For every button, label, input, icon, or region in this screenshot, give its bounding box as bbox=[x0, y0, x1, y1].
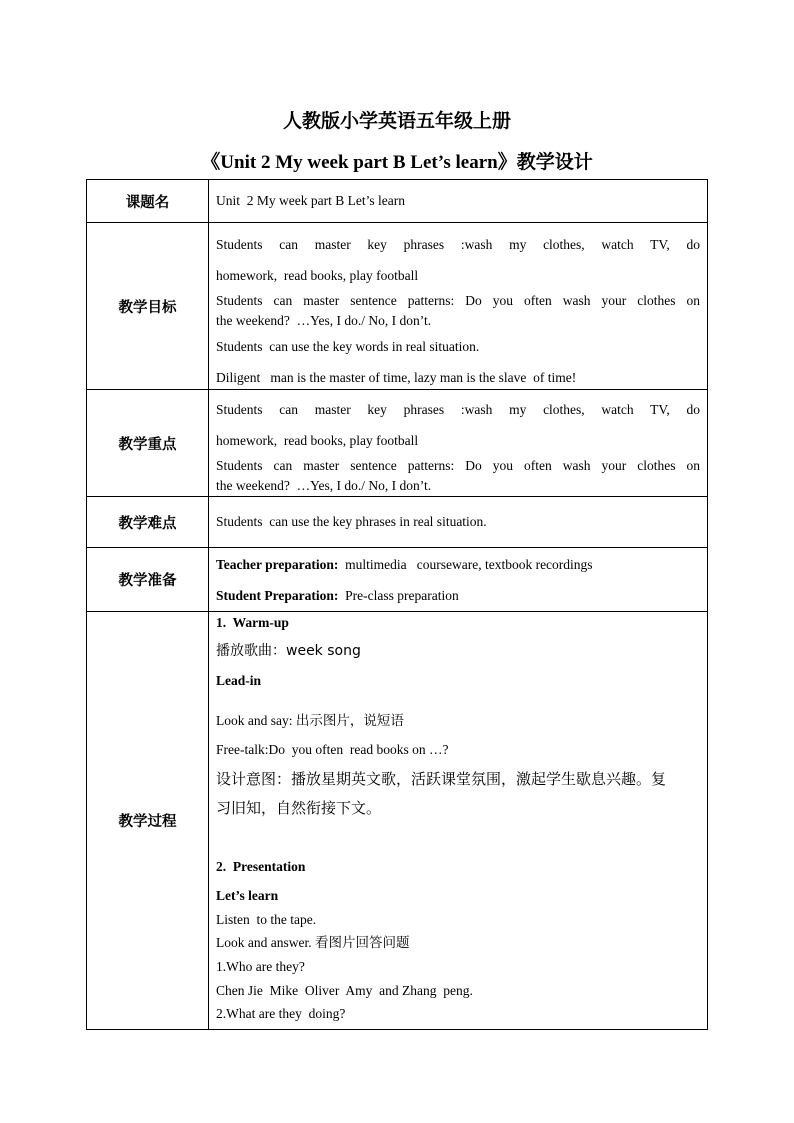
key-point-1-line-a: Students can master key phrases :wash my clothes, watch TV, do bbox=[216, 402, 700, 417]
cell-objectives bbox=[209, 223, 708, 390]
key-point-2-line-b: the weekend? …Yes, I do./ No, I don’t. bbox=[216, 478, 432, 493]
objective-1-line-b: homework, read books, play football bbox=[216, 268, 419, 283]
difficulties-text: Students can use the key phrases in real situation. bbox=[216, 514, 487, 529]
table-row-difficulties bbox=[87, 497, 708, 548]
look-and-say: Look and say: 出示图片，说短语 bbox=[216, 713, 404, 728]
key-point-1-line-b: homework, read books, play football bbox=[216, 433, 419, 448]
objective-3: Students can use the key words in real situation. bbox=[216, 339, 480, 354]
table-row-key-points bbox=[87, 390, 708, 497]
question-2: 2.What are they doing? bbox=[216, 1006, 346, 1021]
design-intent-line-2: 习旧知，自然衔接下文。 bbox=[216, 799, 382, 817]
design-intent-line-1: 设计意图：播放星期英文歌，活跃课堂氛围，激起学生歇息兴趣。复 bbox=[216, 770, 667, 788]
teacher-preparation bbox=[216, 554, 700, 576]
cell-topic bbox=[209, 180, 708, 223]
topic-text: Unit 2 My week part B Let’s learn bbox=[216, 193, 405, 208]
table-row-topic bbox=[87, 180, 708, 223]
row-label-key-points: 教学重点 bbox=[87, 390, 209, 497]
question-1: 1.Who are they? bbox=[216, 959, 305, 974]
answer-1: Chen Jie Mike Oliver Amy and Zhang peng. bbox=[216, 983, 473, 998]
listen-line: Listen to the tape. bbox=[216, 912, 317, 927]
look-and-answer: Look and answer. 看图片回答问题 bbox=[216, 935, 410, 950]
cell-process bbox=[209, 612, 708, 1030]
objective-4: Diligent man is the master of time, lazy man is the slave of time! bbox=[216, 370, 577, 385]
objective-1-line-a: Students can master key phrases :wash my clothes, watch TV, do bbox=[216, 237, 700, 252]
objective-2-line-a: Students can master sentence patterns: Do you often wash your clothes on bbox=[216, 293, 700, 308]
table-row-process bbox=[87, 612, 708, 1030]
cell-difficulties bbox=[209, 497, 708, 548]
lets-learn-heading: Let’s learn bbox=[216, 888, 279, 903]
row-label-process: 教学过程 bbox=[87, 612, 209, 1030]
student-preparation-label: Student Preparation: bbox=[216, 588, 339, 603]
row-label-topic: 课题名 bbox=[87, 180, 209, 223]
student-preparation bbox=[216, 585, 700, 607]
table-row-preparation bbox=[87, 548, 708, 612]
cell-key-points bbox=[209, 390, 708, 497]
cell-preparation bbox=[209, 548, 708, 612]
leadin-heading: Lead-in bbox=[216, 673, 262, 688]
row-label-preparation: 教学准备 bbox=[87, 548, 209, 612]
document-title: 人教版小学英语五年级上册 bbox=[282, 110, 511, 132]
table-row-objectives bbox=[87, 223, 708, 390]
objective-2-line-b: the weekend? …Yes, I do./ No, I don’t. bbox=[216, 313, 432, 328]
key-point-2-line-a: Students can master sentence patterns: Do you often wash your clothes on bbox=[216, 458, 700, 473]
song-line: 播放歌曲：week song bbox=[216, 643, 361, 659]
teacher-preparation-label: Teacher preparation: bbox=[216, 557, 339, 572]
row-label-difficulties: 教学难点 bbox=[87, 497, 209, 548]
lesson-plan-table bbox=[86, 179, 708, 1030]
document-subtitle: 《Unit 2 My week part B Let’s learn》教学设计 bbox=[201, 152, 593, 173]
free-talk: Free-talk:Do you often read books on …? bbox=[216, 742, 449, 757]
warmup-heading: 1. Warm-up bbox=[216, 615, 289, 630]
presentation-heading: 2. Presentation bbox=[216, 859, 306, 874]
teacher-preparation-text: multimedia courseware, textbook recordings bbox=[338, 557, 593, 572]
row-label-objectives: 教学目标 bbox=[87, 223, 209, 390]
student-preparation-text: Pre-class preparation bbox=[338, 588, 459, 603]
